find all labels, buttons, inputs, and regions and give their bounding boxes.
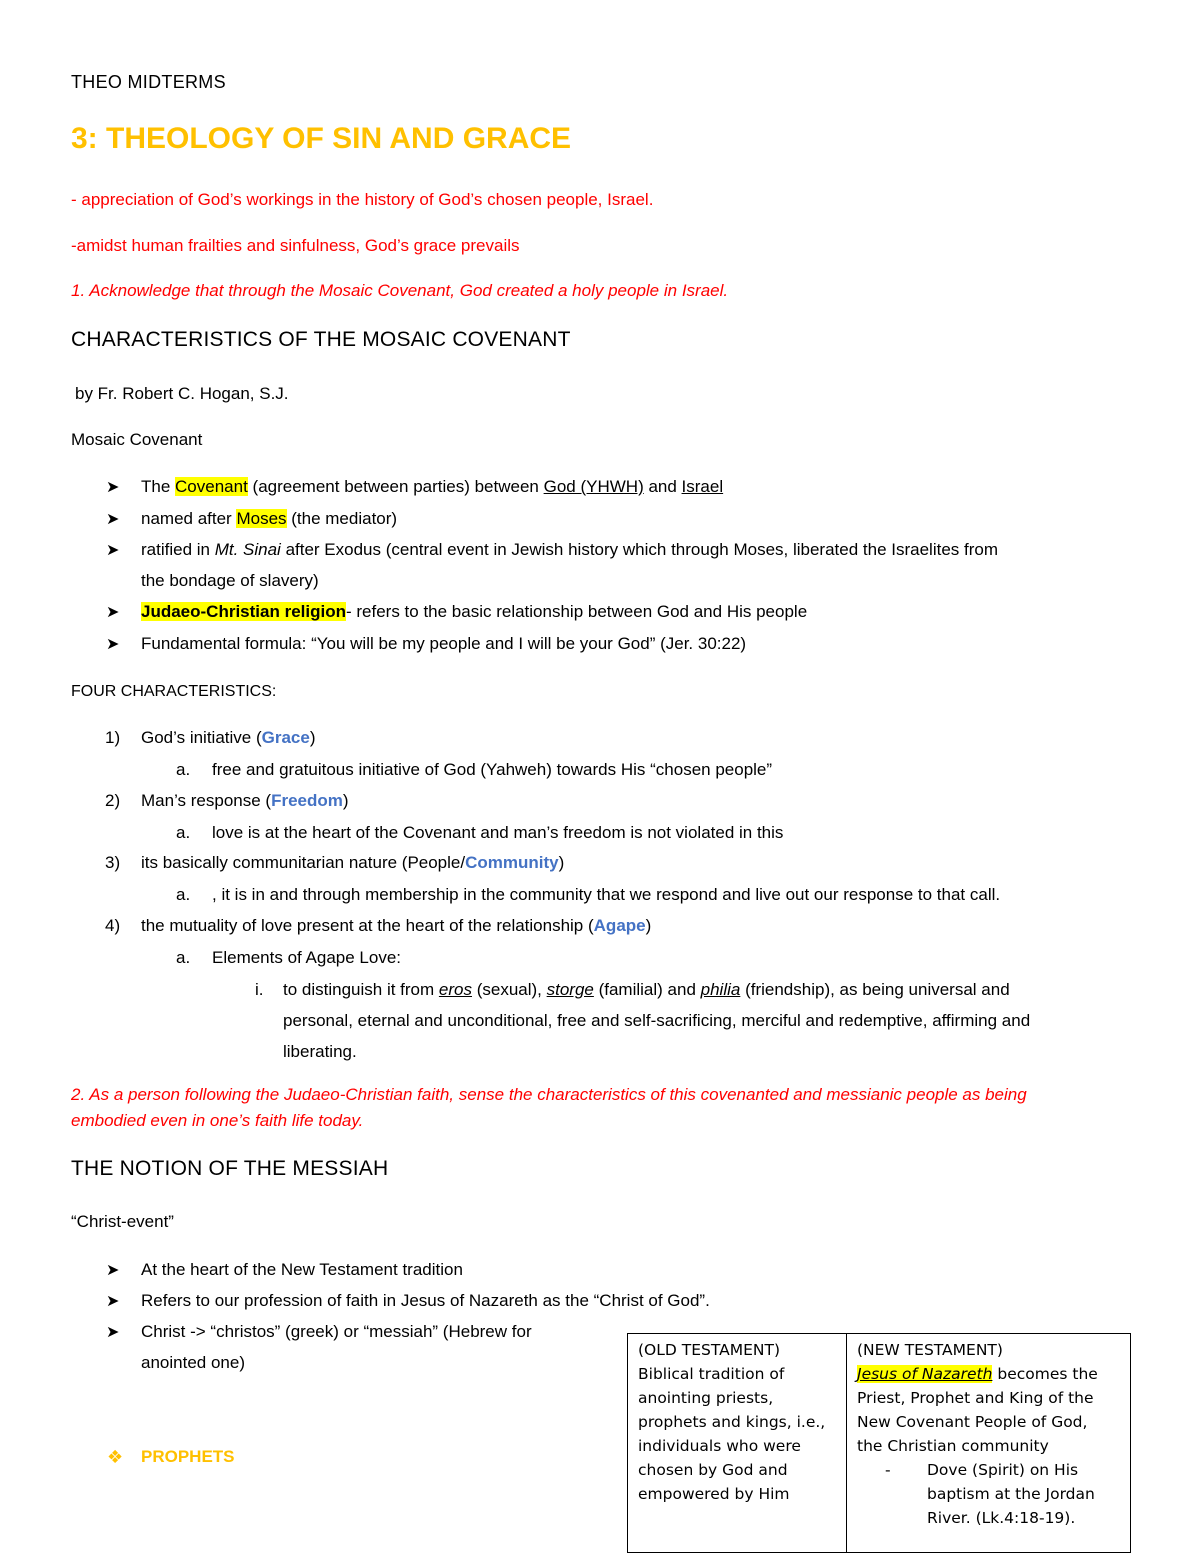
testament-comparison-table [627, 1333, 1131, 1553]
text: ) [645, 916, 652, 935]
characteristic-1 [141, 728, 316, 748]
text: Man’s response ( [141, 791, 272, 810]
word-philia: philia [700, 980, 741, 999]
agape-distinction [283, 980, 1010, 1000]
messiah-subheading: “Christ-event” [71, 1212, 174, 1231]
sub-label: a. [176, 885, 191, 904]
text: its basically communitarian nature (People/ [141, 853, 466, 872]
intro-line-1: - appreciation of God’s workings in the history of God’s chosen people, Israel. [71, 190, 654, 209]
page-title: 3: THEOLOGY OF SIN AND GRACE [71, 122, 572, 155]
text: the mutuality of love present at the heart of the relationship ( [141, 916, 594, 935]
agape-distinction-line-2: personal, eternal and unconditional, free and self-sacrificing, merciful and redemptive, affirming and [283, 1011, 1031, 1030]
messiah-bullet-1: At the heart of the New Testament tradition [141, 1260, 463, 1279]
keyword-freedom: Freedom [271, 791, 343, 810]
highlight-jesus-of-nazareth: Jesus of Nazareth [857, 1365, 993, 1383]
text: (friendship), as being universal and [740, 980, 1010, 999]
characteristic-3-sub: , it is in and through membership in the community that we respond and live out our response to that call. [212, 885, 1001, 904]
highlight-covenant: Covenant [175, 477, 248, 496]
mosaic-bullet-2 [141, 509, 397, 529]
list-number: 2) [105, 791, 121, 810]
text: (familial) and [593, 980, 701, 999]
document-label: THEO MIDTERMS [71, 72, 226, 92]
cell-line: empowered by Him [638, 1485, 790, 1503]
old-testament-cell [628, 1334, 847, 1553]
text: (agreement between parties) between [247, 477, 544, 496]
cell-line: New Covenant People of God, [857, 1413, 1088, 1431]
cell-line: Priest, Prophet and King of the [857, 1389, 1094, 1407]
cell-line: individuals who were [638, 1437, 801, 1455]
cell-line: chosen by God and [638, 1461, 788, 1479]
messiah-bullet-2: Refers to our profession of faith in Jesus of Nazareth as the “Christ of God”. [141, 1291, 710, 1310]
objective-2-line-2: embodied even in one’s faith life today. [71, 1111, 364, 1130]
text: after Exodus (central event in Jewish history which through Moses, liberated the Israelites from [280, 540, 999, 559]
keyword-grace: Grace [261, 728, 310, 747]
text: ratified in [141, 540, 215, 559]
objective-2-line-1: 2. As a person following the Judaeo-Christian faith, sense the characteristics of this covenanted and messianic people as being [71, 1085, 1027, 1104]
arrowhead-bullet-icon: ➤ [106, 1262, 120, 1279]
mosaic-bullet-5: Fundamental formula: “You will be my people and I will be your God” (Jer. 30:22) [141, 634, 747, 653]
old-testament-header: (OLD TESTAMENT) [638, 1341, 780, 1359]
word-storge: storge [546, 980, 594, 999]
mosaic-bullet-3 [141, 540, 998, 560]
new-testament-header: (NEW TESTAMENT) [857, 1341, 1003, 1359]
arrowhead-bullet-icon: ➤ [106, 1293, 120, 1310]
text: becomes the [992, 1365, 1098, 1383]
highlight-judaeo-christian: Judaeo-Christian religion [141, 602, 346, 621]
sub-label: a. [176, 948, 191, 967]
text: ) [558, 853, 565, 872]
italic-mt-sinai: Mt. Sinai [214, 540, 281, 559]
messiah-bullet-3-cont: anointed one) [141, 1353, 245, 1372]
intro-line-2: -amidst human frailties and sinfulness, God’s grace prevails [71, 236, 520, 255]
messiah-bullet-3: Christ -> “christos” (greek) or “messiah” (Hebrew for [141, 1322, 532, 1341]
dash-list-item [857, 1458, 1122, 1530]
arrowhead-bullet-icon: ➤ [106, 511, 120, 528]
list-number: 1) [105, 728, 121, 747]
highlight-moses: Moses [236, 509, 287, 528]
table-row [628, 1334, 1131, 1553]
characteristic-4 [141, 916, 651, 936]
dash-content [897, 1458, 1095, 1530]
word-eros: eros [438, 980, 472, 999]
text: to distinguish it from [283, 980, 439, 999]
diamond-bullet-icon: ❖ [107, 1447, 124, 1467]
mosaic-subheading: Mosaic Covenant [71, 430, 203, 449]
text: ) [309, 728, 316, 747]
text: and [643, 477, 682, 496]
arrowhead-bullet-icon: ➤ [106, 479, 120, 496]
dash-bullet: - [885, 1461, 891, 1479]
agape-distinction-line-3: liberating. [283, 1042, 357, 1061]
cell-line: the Christian community [857, 1437, 1049, 1455]
arrowhead-bullet-icon: ➤ [106, 604, 120, 621]
arrowhead-bullet-icon: ➤ [106, 636, 120, 653]
new-testament-cell [847, 1334, 1131, 1553]
cell-line: River. (Lk.4:18-19). [927, 1509, 1076, 1527]
characteristic-4-sub: Elements of Agape Love: [212, 948, 402, 967]
text: ) [342, 791, 349, 810]
cell-line: Dove (Spirit) on His [927, 1461, 1079, 1479]
list-number: 3) [105, 853, 121, 872]
characteristic-2 [141, 791, 349, 811]
text: God’s initiative ( [141, 728, 262, 747]
arrowhead-bullet-icon: ➤ [106, 542, 120, 559]
prophets-label: PROPHETS [141, 1447, 235, 1466]
objective-1: 1. Acknowledge that through the Mosaic Covenant, God created a holy people in Israel. [71, 281, 729, 300]
text: (the mediator) [286, 509, 398, 528]
messiah-heading: THE NOTION OF THE MESSIAH [71, 1157, 389, 1180]
author-line: by Fr. Robert C. Hogan, S.J. [75, 384, 289, 403]
cell-line [857, 1362, 1122, 1386]
characteristic-2-sub: love is at the heart of the Covenant and man’s freedom is not violated in this [212, 823, 784, 842]
text: - refers to the basic relationship between God and His people [345, 602, 808, 621]
mosaic-heading: CHARACTERISTICS OF THE MOSAIC COVENANT [71, 328, 571, 351]
keyword-agape: Agape [593, 916, 646, 935]
sub-label: a. [176, 823, 191, 842]
cell-line: prophets and kings, i.e., [638, 1413, 826, 1431]
cell-line: anointing priests, [638, 1389, 774, 1407]
mosaic-bullet-4 [141, 602, 807, 622]
underlined-god: God (YHWH) [543, 477, 644, 496]
list-number: 4) [105, 916, 121, 935]
mosaic-bullet-3-cont: the bondage of slavery) [141, 571, 319, 590]
cell-line: baptism at the Jordan [927, 1485, 1095, 1503]
cell-line: Biblical tradition of [638, 1365, 785, 1383]
mosaic-bullet-1 [141, 477, 723, 497]
text: named after [141, 509, 237, 528]
characteristic-3 [141, 853, 564, 873]
arrowhead-bullet-icon: ➤ [106, 1324, 120, 1341]
characteristic-1-sub: free and gratuitous initiative of God (Yahweh) towards His “chosen people” [212, 760, 773, 779]
sub-label: a. [176, 760, 191, 779]
roman-label: i. [255, 980, 264, 999]
four-heading: FOUR CHARACTERISTICS: [71, 683, 277, 700]
text: (sexual), [471, 980, 547, 999]
underlined-israel: Israel [681, 477, 724, 496]
text: The [141, 477, 176, 496]
keyword-community: Community [465, 853, 559, 872]
